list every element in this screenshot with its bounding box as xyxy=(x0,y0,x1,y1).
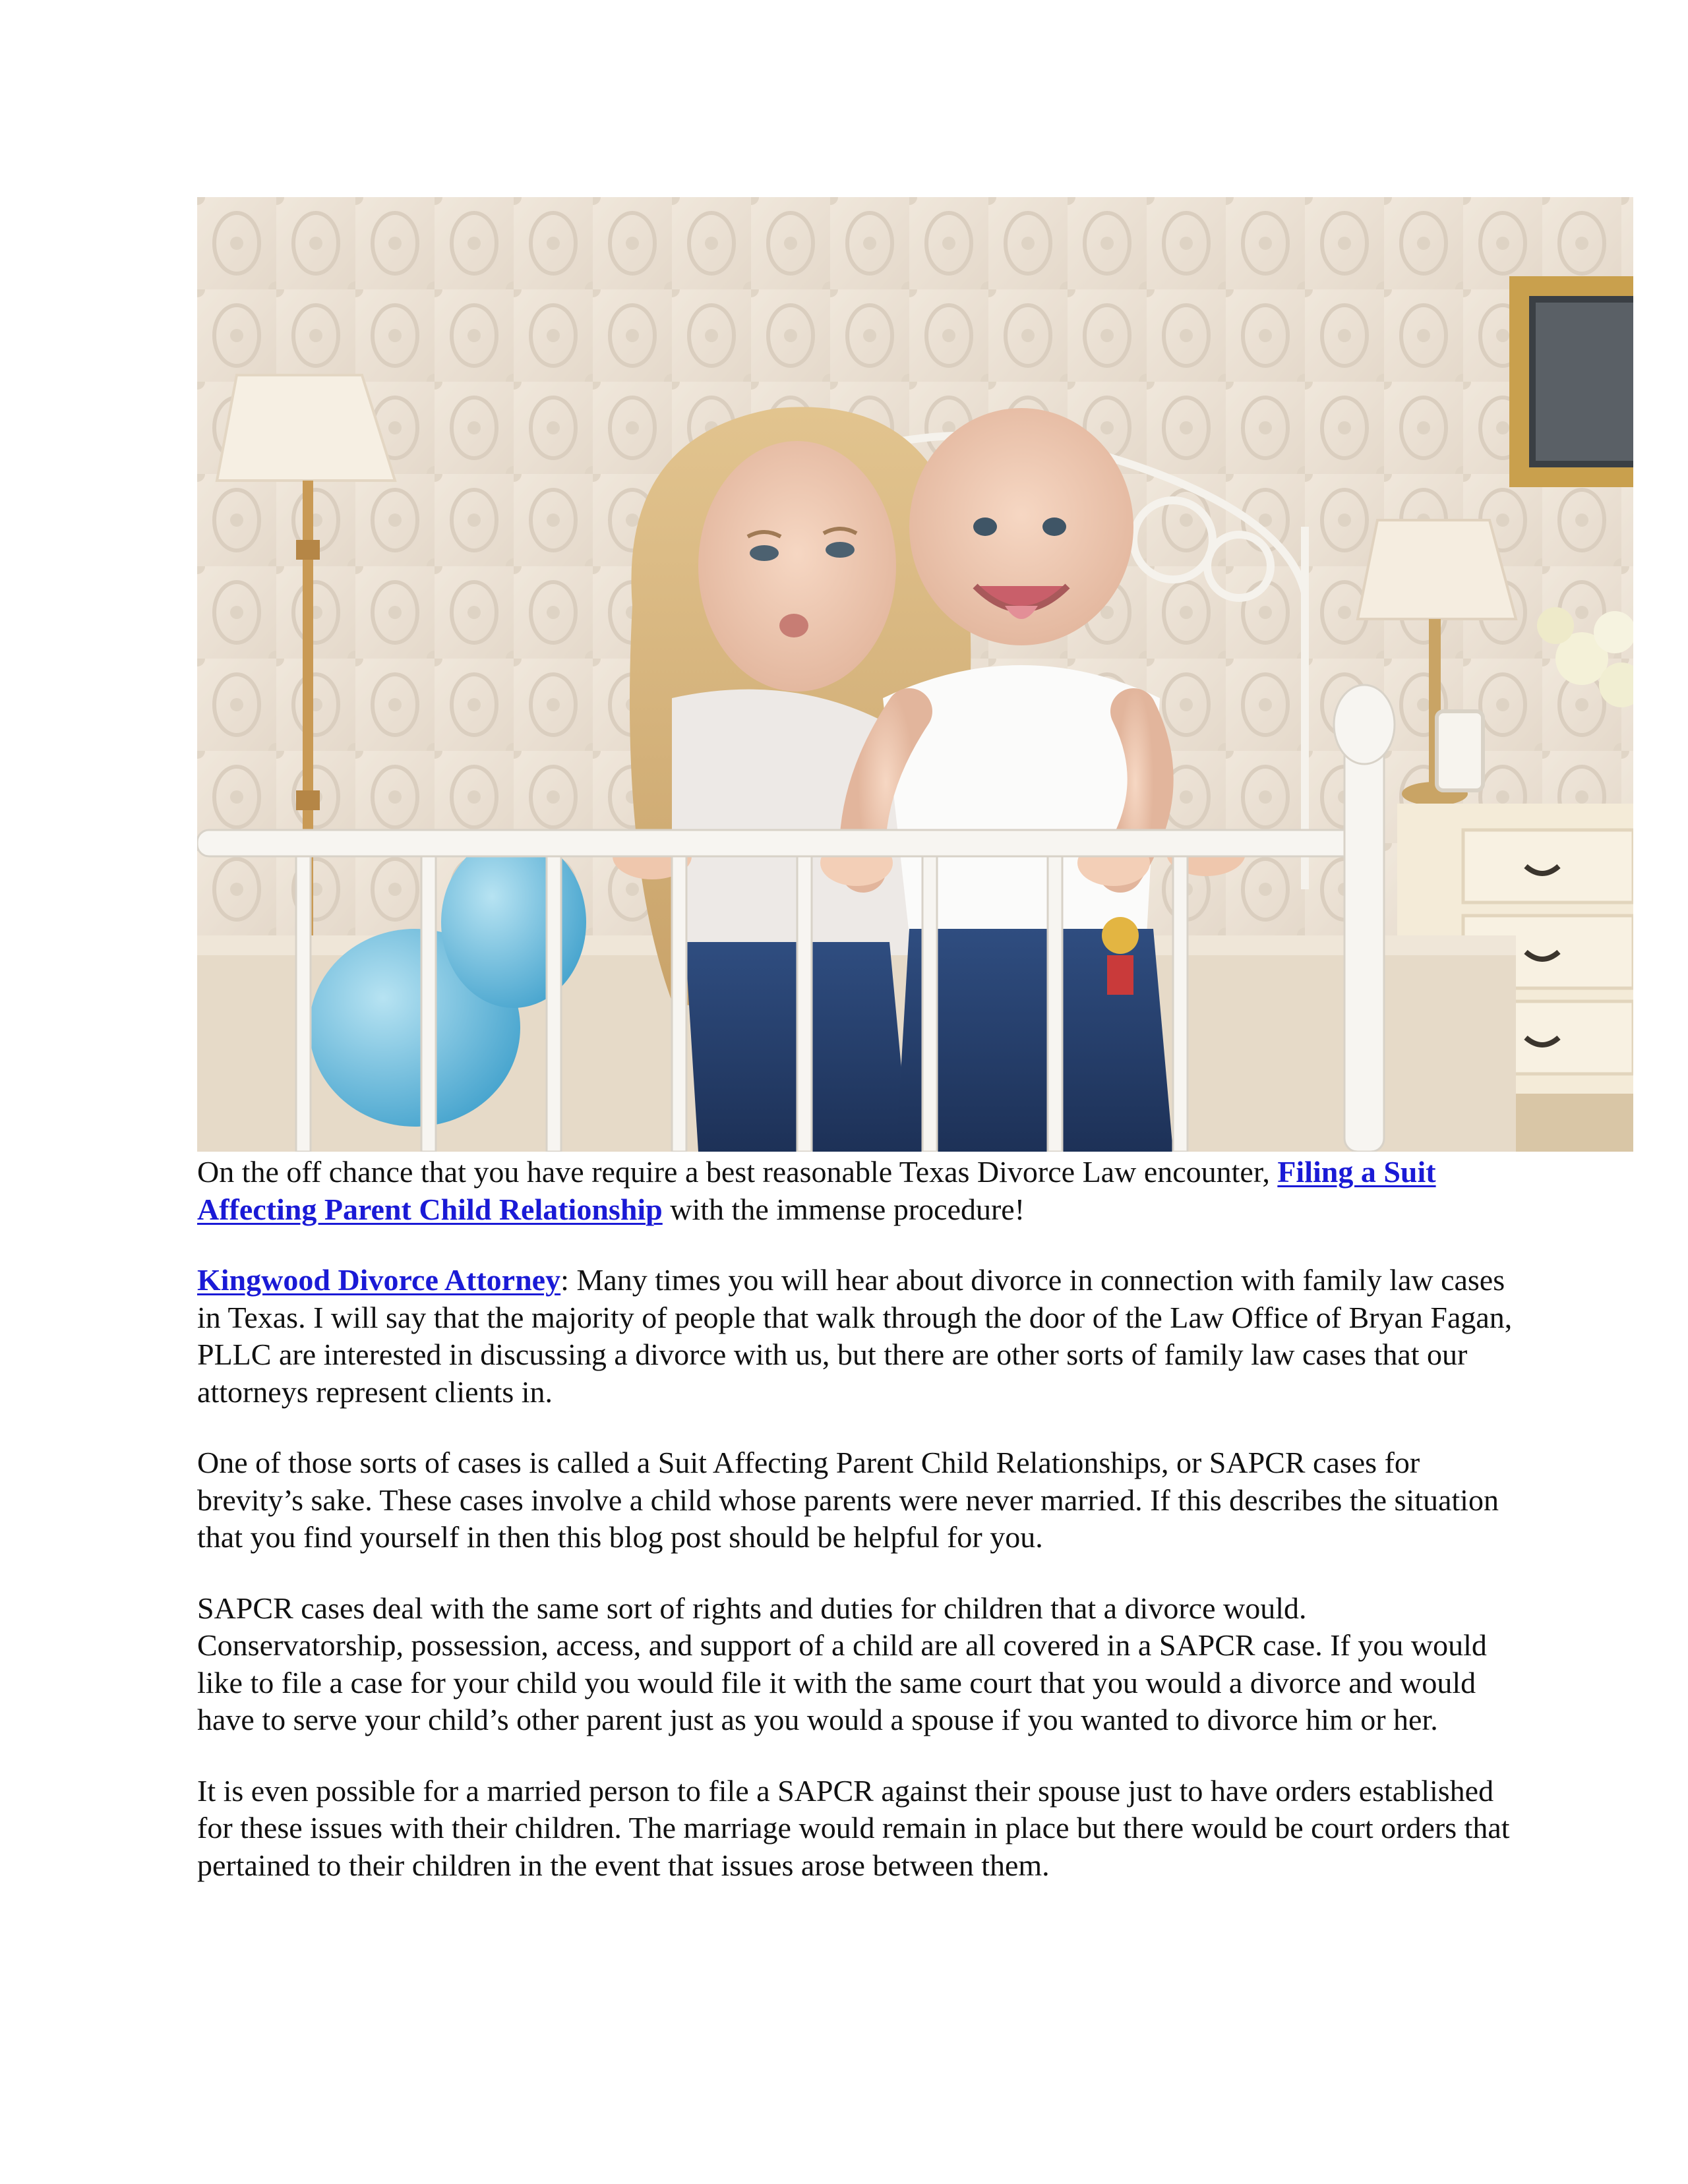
mirror xyxy=(1509,276,1633,487)
paragraph-attorney-text: : Many times you will hear about divorce in connection with family law cases in Texas. I will say that the majority of people that walk through the door of the Law Office of Bryan Fagan, PLLC are interested in discussing a divorce with us, but there are other sorts of family law cases that our attorneys represent clients in. xyxy=(197,1263,1513,1409)
paragraph-sapcr-definition: One of those sorts of cases is called a Suit Affecting Parent Child Relationships, or SAPCR cases for brevity’s sake. These cases involve a child whose parents were never married. If this describes the situation that you find yourself in then this blog post should be helpful for you. xyxy=(197,1446,1499,1554)
paragraph-attorney xyxy=(197,1262,1516,1411)
paragraph-intro-text: On the off chance that you have require a best reasonable Texas Divorce Law encounter, xyxy=(197,1155,1278,1189)
filing-sapcr-link[interactable]: Filing a Suit Affecting Parent Child Relationship xyxy=(197,1155,1436,1226)
hero-photo xyxy=(197,197,1633,1152)
paragraph-intro xyxy=(197,1154,1516,1228)
article-body xyxy=(197,1154,1516,1918)
kingwood-divorce-attorney-link[interactable]: Kingwood Divorce Attorney xyxy=(197,1263,561,1297)
paragraph-intro-tail: with the immense procedure! xyxy=(662,1192,1025,1226)
paragraph-sapcr-rights: SAPCR cases deal with the same sort of rights and duties for children that a divorce would. Conservatorship, possession, access, and support of a child are all covered in a SAPCR case. If you would like to file a case for your child you would file it with the same court that you would a divorce and would have to serve your child’s other parent just as you would a spouse if you wanted to divorce him or her. xyxy=(197,1591,1487,1736)
paragraph-married-sapcr: It is even possible for a married person to file a SAPCR against their spouse just to have orders established for these issues with their children. The marriage would remain in place but there would be court orders that pertained to their children in the event that issues arose between them. xyxy=(197,1773,1510,1882)
mother-baby-illustration xyxy=(197,197,1633,1152)
